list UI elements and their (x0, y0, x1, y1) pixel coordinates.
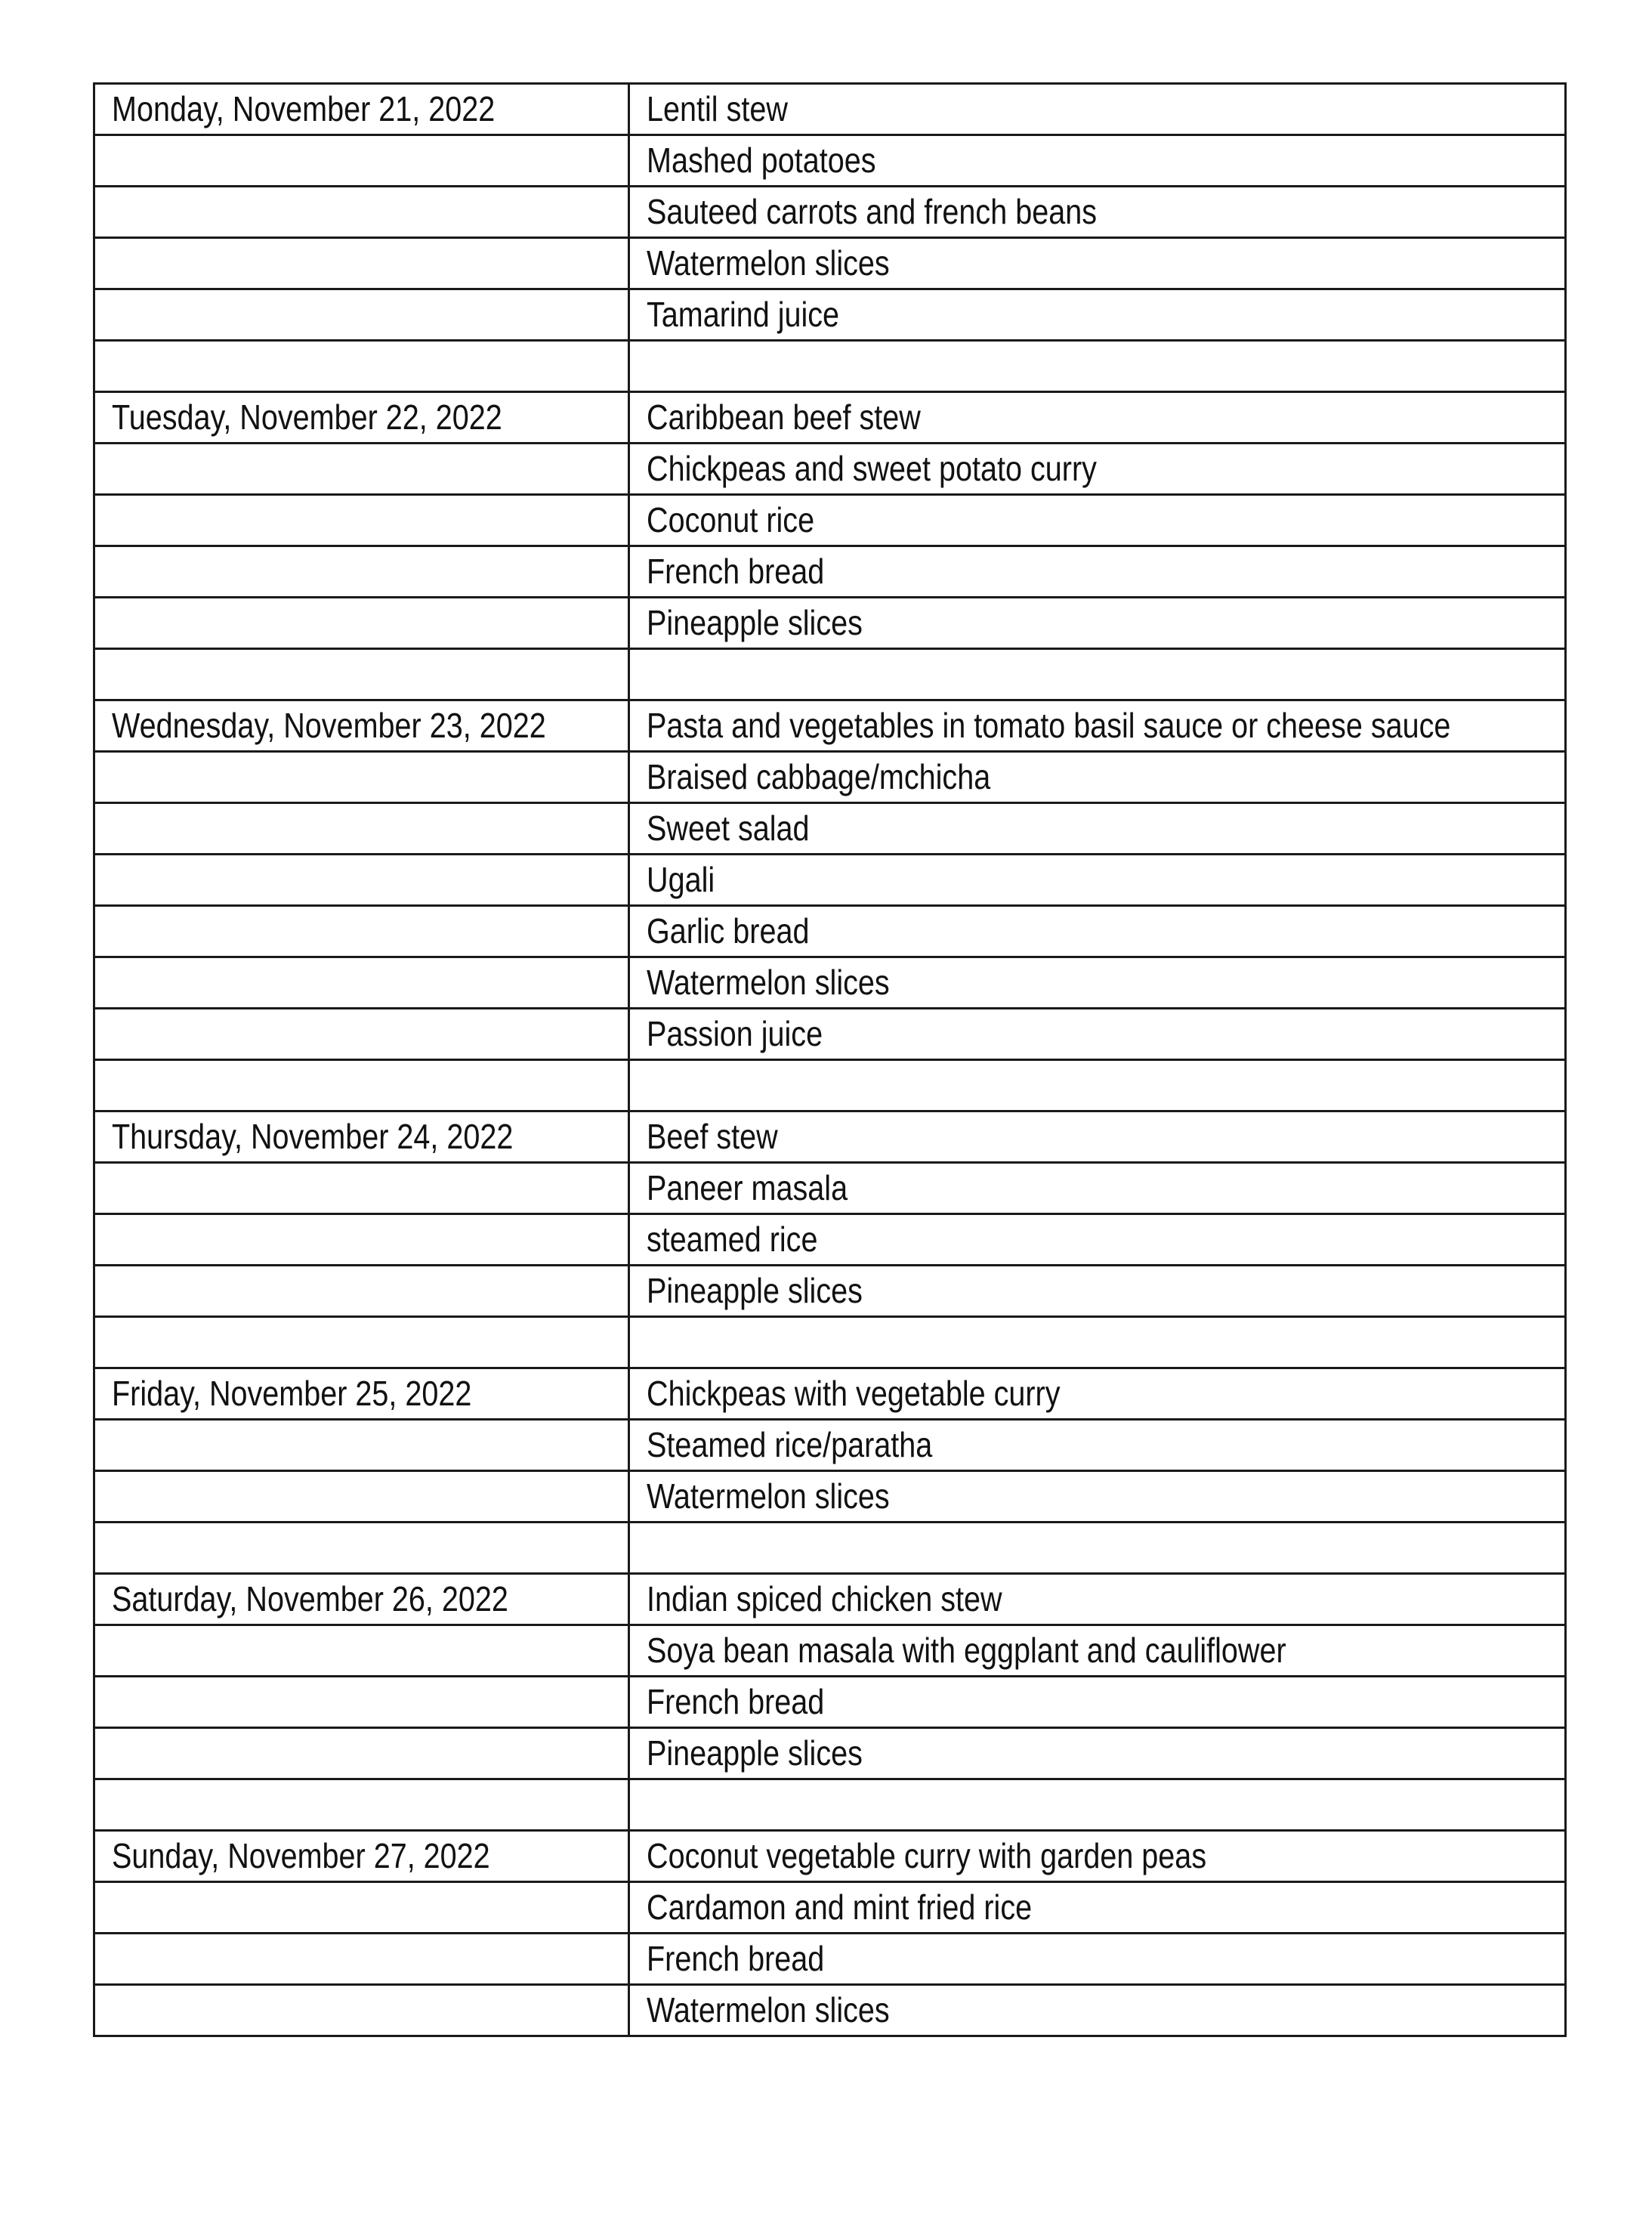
date-cell (94, 1111, 629, 1163)
empty-cell (94, 1523, 629, 1574)
menu-item-row (94, 957, 1566, 1009)
menu-item-cell (629, 1882, 1566, 1934)
spacer-row (94, 1523, 1566, 1574)
menu-item-label: French bread (647, 1939, 825, 1978)
menu-item-label: Garlic bread (647, 911, 810, 951)
spacer-row (94, 1779, 1566, 1831)
menu-item-label: Sauteed carrots and french beans (647, 192, 1097, 231)
menu-item-label: Cardamon and mint fried rice (647, 1887, 1033, 1927)
menu-item-cell (629, 444, 1566, 495)
menu-item-cell (629, 1163, 1566, 1214)
spacer-row (94, 341, 1566, 392)
menu-item-label: Coconut rice (647, 500, 815, 539)
day-date-label: Thursday, November 24, 2022 (112, 1117, 514, 1156)
menu-item-row (94, 906, 1566, 957)
date-cell (94, 700, 629, 752)
menu-item-row (94, 444, 1566, 495)
empty-cell (94, 1060, 629, 1111)
menu-item-label: French bread (647, 1682, 825, 1721)
menu-item-label: Pineapple slices (647, 603, 863, 642)
menu-table-body (94, 84, 1566, 2036)
date-cell (94, 803, 629, 855)
date-cell (94, 238, 629, 289)
menu-item-label: Pineapple slices (647, 1733, 863, 1773)
menu-item-row (94, 1009, 1566, 1060)
menu-item-row (94, 495, 1566, 546)
empty-cell (629, 1060, 1566, 1111)
menu-item-label: Passion juice (647, 1014, 823, 1053)
date-cell (94, 1420, 629, 1471)
date-cell (94, 135, 629, 187)
date-cell (94, 906, 629, 957)
menu-item-cell (629, 1111, 1566, 1163)
menu-item-cell (629, 1420, 1566, 1471)
day-header-row (94, 1111, 1566, 1163)
menu-item-row (94, 1882, 1566, 1934)
menu-item-row (94, 803, 1566, 855)
menu-item-cell (629, 1574, 1566, 1625)
menu-item-label: Coconut vegetable curry with garden peas (647, 1836, 1207, 1875)
date-cell (94, 1728, 629, 1779)
menu-item-label: Ugali (647, 860, 715, 899)
menu-item-label: Caribbean beef stew (647, 397, 921, 437)
date-cell (94, 392, 629, 444)
menu-item-row (94, 1214, 1566, 1266)
menu-item-label: French bread (647, 552, 825, 591)
date-cell (94, 957, 629, 1009)
empty-cell (629, 1523, 1566, 1574)
date-cell (94, 1882, 629, 1934)
menu-item-cell (629, 546, 1566, 598)
empty-cell (94, 1779, 629, 1831)
spacer-row (94, 649, 1566, 700)
menu-item-cell (629, 1831, 1566, 1882)
date-cell (94, 546, 629, 598)
menu-item-cell (629, 1934, 1566, 1985)
menu-item-cell (629, 135, 1566, 187)
menu-item-row (94, 855, 1566, 906)
menu-item-cell (629, 1009, 1566, 1060)
menu-item-label: Pineapple slices (647, 1271, 863, 1310)
date-cell (94, 855, 629, 906)
menu-item-row (94, 289, 1566, 341)
menu-item-label: Chickpeas and sweet potato curry (647, 449, 1097, 488)
menu-item-row (94, 1471, 1566, 1523)
menu-item-label: Watermelon slices (647, 963, 890, 1002)
menu-item-cell (629, 855, 1566, 906)
date-cell (94, 1677, 629, 1728)
date-cell (94, 495, 629, 546)
menu-item-cell (629, 803, 1566, 855)
spacer-row (94, 1317, 1566, 1368)
empty-cell (94, 1317, 629, 1368)
menu-item-row (94, 1266, 1566, 1317)
menu-item-row (94, 1985, 1566, 2036)
menu-item-label: Paneer masala (647, 1168, 848, 1207)
menu-item-row (94, 1728, 1566, 1779)
day-header-row (94, 392, 1566, 444)
date-cell (94, 1831, 629, 1882)
menu-item-label: Indian spiced chicken stew (647, 1579, 1002, 1618)
menu-item-row (94, 238, 1566, 289)
day-date-label: Sunday, November 27, 2022 (112, 1836, 490, 1875)
date-cell (94, 1214, 629, 1266)
day-header-row (94, 1831, 1566, 1882)
menu-item-cell (629, 1471, 1566, 1523)
day-date-label: Friday, November 25, 2022 (112, 1374, 472, 1413)
menu-item-row (94, 1677, 1566, 1728)
empty-cell (629, 1317, 1566, 1368)
day-date-label: Tuesday, November 22, 2022 (112, 397, 502, 437)
menu-item-row (94, 1420, 1566, 1471)
weekly-menu-table (93, 82, 1567, 2037)
menu-item-label: Braised cabbage/mchicha (647, 757, 991, 796)
date-cell (94, 1985, 629, 2036)
menu-item-cell (629, 752, 1566, 803)
menu-item-row (94, 187, 1566, 238)
menu-item-label: Chickpeas with vegetable curry (647, 1374, 1061, 1413)
day-header-row (94, 84, 1566, 135)
menu-item-label: steamed rice (647, 1220, 818, 1259)
menu-item-cell (629, 1625, 1566, 1677)
spacer-row (94, 1060, 1566, 1111)
menu-item-cell (629, 187, 1566, 238)
menu-item-label: Pasta and vegetables in tomato basil sauce or cheese sauce (647, 706, 1451, 745)
menu-item-cell (629, 1266, 1566, 1317)
day-header-row (94, 700, 1566, 752)
menu-item-row (94, 546, 1566, 598)
date-cell (94, 1574, 629, 1625)
menu-item-cell (629, 1368, 1566, 1420)
menu-item-label: Lentil stew (647, 89, 788, 128)
menu-item-label: Watermelon slices (647, 1476, 890, 1516)
day-date-label: Wednesday, November 23, 2022 (112, 706, 546, 745)
date-cell (94, 289, 629, 341)
menu-item-row (94, 1934, 1566, 1985)
menu-item-cell (629, 1985, 1566, 2036)
menu-item-cell (629, 495, 1566, 546)
date-cell (94, 752, 629, 803)
date-cell (94, 598, 629, 649)
date-cell (94, 444, 629, 495)
day-date-label: Saturday, November 26, 2022 (112, 1579, 508, 1618)
menu-item-cell (629, 598, 1566, 649)
menu-item-row (94, 752, 1566, 803)
menu-item-label: Soya bean masala with eggplant and cauliflower (647, 1631, 1286, 1670)
date-cell (94, 1009, 629, 1060)
day-header-row (94, 1574, 1566, 1625)
menu-item-label: Mashed potatoes (647, 141, 876, 180)
menu-item-label: Watermelon slices (647, 243, 890, 283)
menu-item-cell (629, 1728, 1566, 1779)
menu-item-cell (629, 84, 1566, 135)
menu-item-label: Sweet salad (647, 808, 810, 848)
date-cell (94, 1163, 629, 1214)
date-cell (94, 1934, 629, 1985)
menu-item-cell (629, 700, 1566, 752)
menu-item-row (94, 598, 1566, 649)
empty-cell (94, 649, 629, 700)
menu-item-row (94, 1163, 1566, 1214)
date-cell (94, 1368, 629, 1420)
date-cell (94, 84, 629, 135)
empty-cell (94, 341, 629, 392)
menu-item-cell (629, 289, 1566, 341)
menu-item-cell (629, 1677, 1566, 1728)
menu-item-cell (629, 906, 1566, 957)
menu-item-label: Beef stew (647, 1117, 778, 1156)
day-header-row (94, 1368, 1566, 1420)
menu-item-row (94, 135, 1566, 187)
menu-item-cell (629, 392, 1566, 444)
menu-item-cell (629, 957, 1566, 1009)
menu-item-label: Tamarind juice (647, 295, 840, 334)
day-date-label: Monday, November 21, 2022 (112, 89, 496, 128)
menu-item-cell (629, 1214, 1566, 1266)
empty-cell (629, 649, 1566, 700)
menu-item-row (94, 1625, 1566, 1677)
menu-item-label: Steamed rice/paratha (647, 1425, 933, 1464)
empty-cell (629, 341, 1566, 392)
date-cell (94, 187, 629, 238)
empty-cell (629, 1779, 1566, 1831)
date-cell (94, 1625, 629, 1677)
date-cell (94, 1266, 629, 1317)
menu-item-label: Watermelon slices (647, 1990, 890, 2030)
date-cell (94, 1471, 629, 1523)
menu-item-cell (629, 238, 1566, 289)
